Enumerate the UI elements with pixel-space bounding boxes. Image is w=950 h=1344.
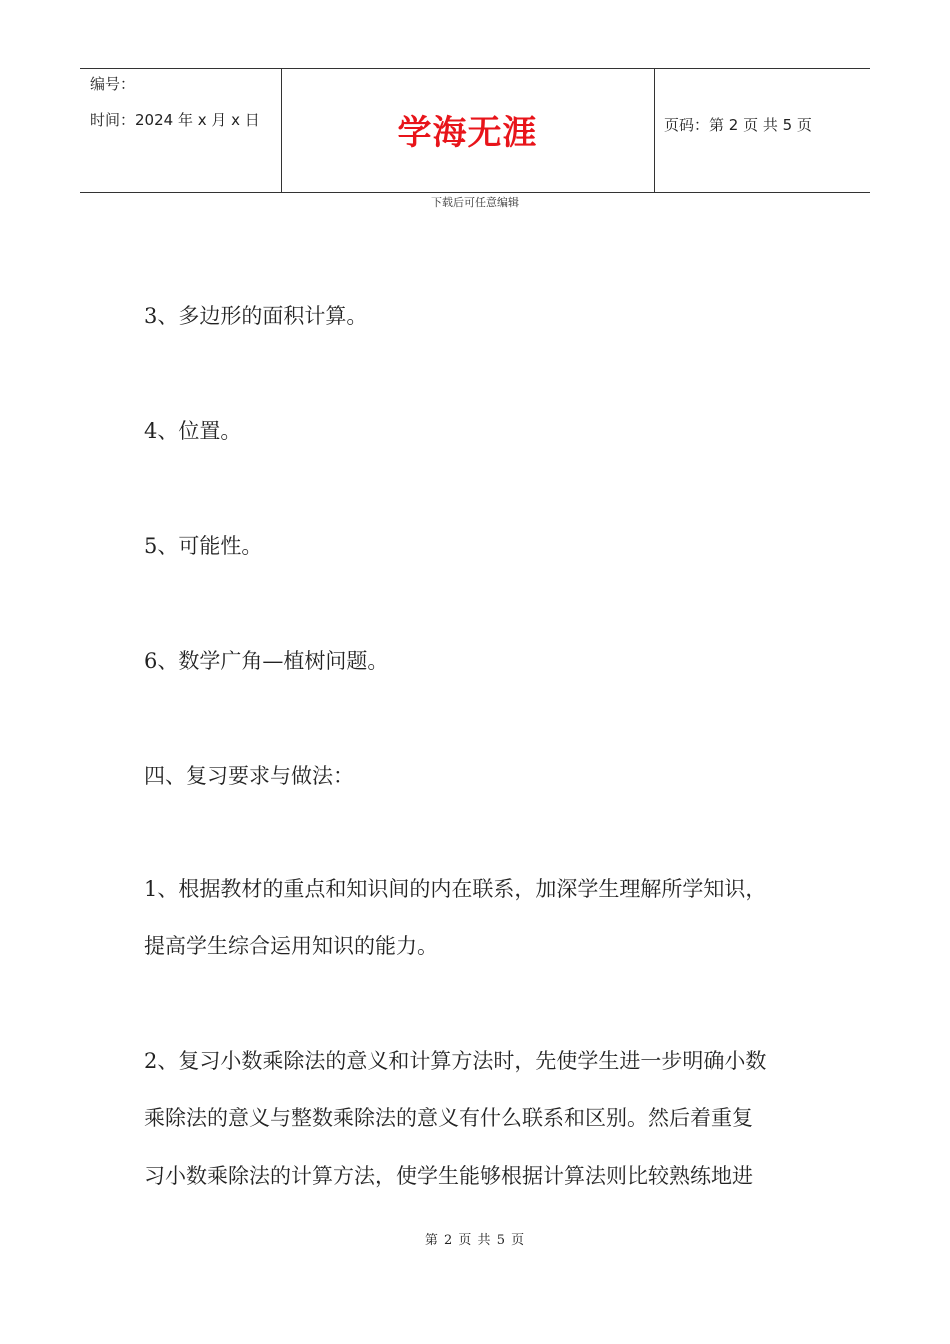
paragraph-line: 1、根据教材的重点和知识间的内在联系，加深学生理解所学知识， — [144, 877, 767, 901]
paragraph-line: 2、复习小数乘除法的意义和计算方法时，先使学生进一步明确小数 — [144, 1049, 767, 1073]
header-left-cell — [80, 69, 282, 192]
document-header-table — [80, 68, 870, 193]
paragraph-line: 提高学生综合运用知识的能力。 — [144, 934, 438, 958]
paragraph-line: 乘除法的意义与整数乘除法的意义有什么联系和区别。然后着重复 — [144, 1106, 753, 1130]
editable-note: 下载后可任意编辑 — [431, 196, 519, 209]
list-item: 4、位置。 — [144, 419, 242, 443]
page-footer: 第 2 页 共 5 页 — [424, 1233, 526, 1248]
list-item: 3、多边形的面积计算。 — [144, 304, 368, 328]
list-item: 6、数学广角—植树问题。 — [144, 649, 389, 673]
time-label: 时间：2024 年 x 月 x 日 — [90, 111, 260, 129]
brand-title: 学海无涯 — [397, 113, 538, 153]
header-right-cell — [655, 69, 870, 192]
serial-number-label: 编号： — [90, 75, 136, 93]
page-code-label: 页码：第 2 页 共 5 页 — [664, 116, 812, 134]
header-middle-cell — [281, 69, 655, 192]
list-item: 5、可能性。 — [144, 534, 263, 558]
section-heading: 四、复习要求与做法： — [144, 764, 354, 788]
paragraph-line: 习小数乘除法的计算方法，使学生能够根据计算法则比较熟练地进 — [144, 1164, 753, 1188]
